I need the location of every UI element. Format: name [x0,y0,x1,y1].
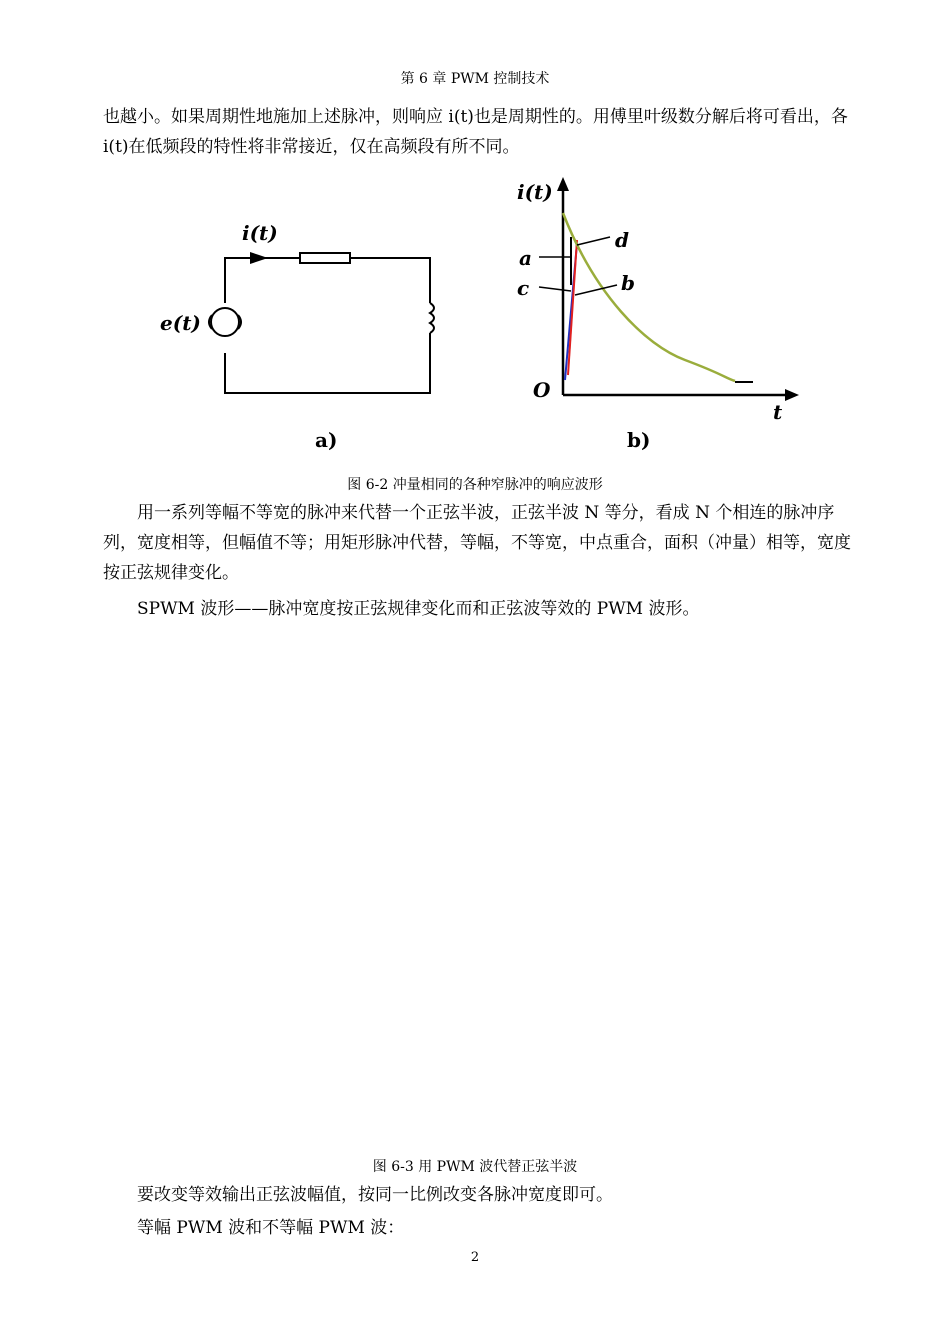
curve-label-d: d [615,228,629,252]
resistor [300,253,350,263]
paragraph-amplitude: 要改变等效输出正弦波幅值，按同一比例改变各脉冲宽度即可。 [137,1185,613,1205]
curve-label-a: a [519,246,532,270]
figure-6-3-caption: 图 6-3 用 PWM 波代替正弦半波 [372,1159,578,1175]
circuit-diagram [150,215,450,455]
source-label: e(t) [160,311,201,335]
paragraph-intro: 也越小。如果周期性地施加上述脉冲，则响应 i(t)也是周期性的。用傅里叶级数分解后将可看出，各 i(t)在低频段的特性将非常接近，仅在高频段有所不同。 [103,107,848,157]
page-header: 第 6 章 PWM 控制技术 [400,71,550,87]
circuit-sub-label: a) [315,428,338,452]
decay-curve [563,213,735,381]
paragraph-pwm-types: 等幅 PWM 波和不等幅 PWM 波： [137,1218,405,1238]
origin-label: O [533,378,551,402]
voltage-source [209,308,241,336]
current-arrow [250,252,268,264]
paragraph-spwm-definition: SPWM 波形——脉冲宽度按正弦规律变化而和正弦波等效的 PWM 波形。 [137,599,700,619]
current-label: i(t) [242,221,278,245]
paragraph-spwm-principle: 用一系列等幅不等宽的脉冲来代替一个正弦半波，正弦半波 N 等分，看成 N 个相连的脉冲序列，宽度相等，但幅值不等；用矩形脉冲代替，等幅，不等宽，中点重合，面积（冲量）相等，宽度按正弦规律变化。 [103,503,851,583]
curve-label-b: b [621,271,635,295]
x-axis-label: t [773,400,783,424]
inductor [430,303,434,333]
waveform-diagram [505,175,815,455]
y-axis-label: i(t) [517,180,553,204]
curve-label-c: c [517,276,530,300]
pulse-red [568,240,577,375]
figure-6-2-caption: 图 6-2 冲量相同的各种窄脉冲的响应波形 [347,477,603,493]
waveform-sub-label: b) [627,428,651,452]
page-number: 2 [470,1250,480,1265]
